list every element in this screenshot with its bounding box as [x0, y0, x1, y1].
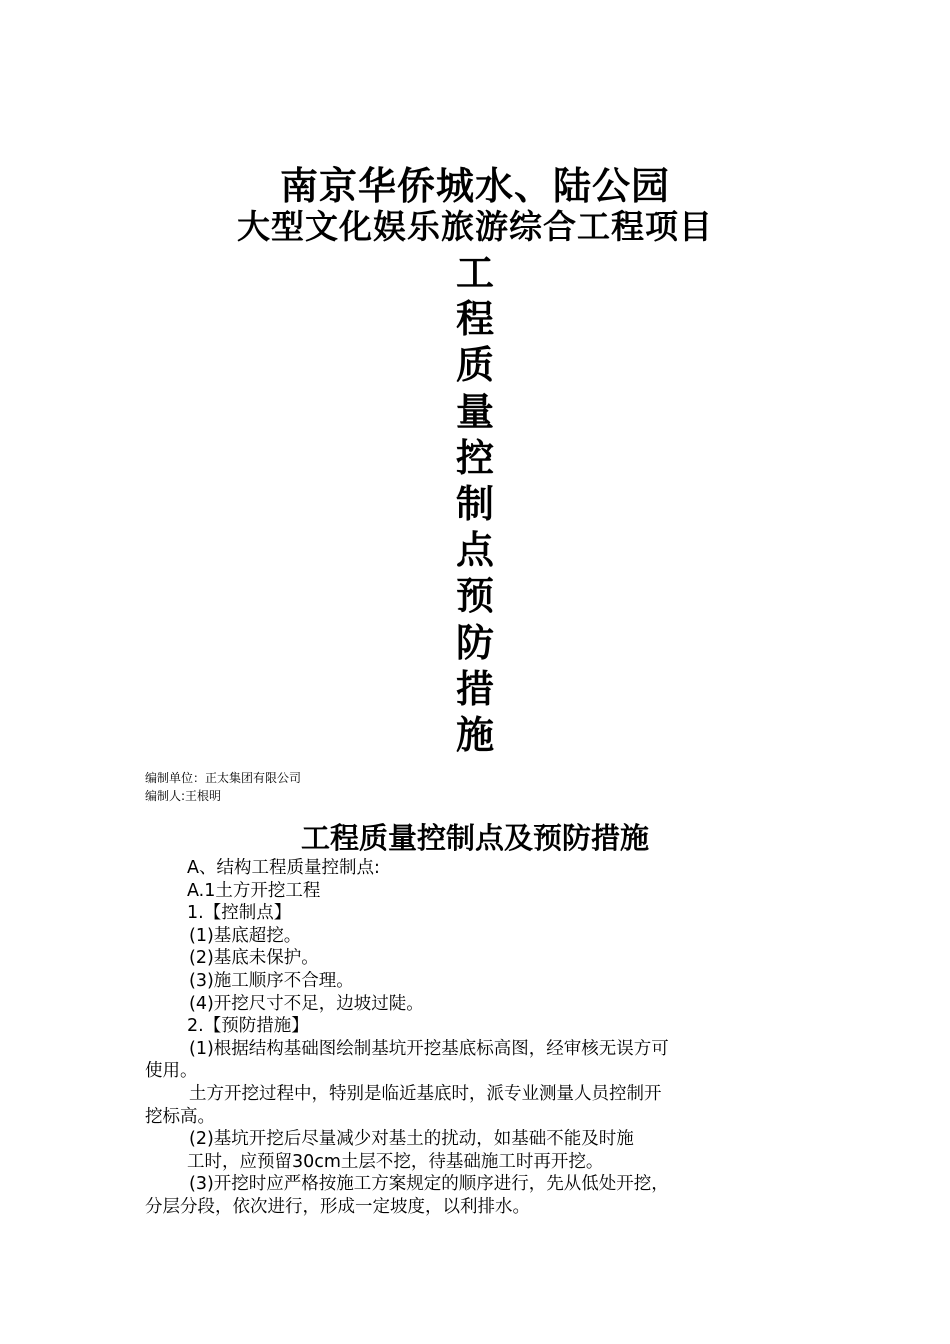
section-body [145, 857, 810, 1219]
heading-control-points: 1.【控制点】 [187, 903, 292, 924]
prevention-line: (1)根据结构基础图绘制基坑开挖基底标高图，经审核无误方可 [189, 1038, 669, 1059]
prevention-line: 挖标高。 [145, 1106, 215, 1127]
prevention-line: 工时，应预留30cm土层不挖，待基础施工时再开挖。 [187, 1151, 604, 1172]
cover-vertical-title: 工程质量控制点预防措施 [455, 250, 494, 758]
compiler-unit: 编制单位：正太集团有限公司 [145, 771, 302, 785]
control-point-item: (4)开挖尺寸不足，边坡过陡。 [189, 993, 424, 1014]
heading-prevention: 2.【预防措施】 [187, 1016, 309, 1037]
prevention-line: (3)开挖时应严格按施工方案规定的顺序进行，先从低处开挖， [189, 1174, 669, 1195]
control-point-item: (3)施工顺序不合理。 [189, 970, 354, 991]
heading-structural: A、结构工程质量控制点: [187, 858, 380, 878]
control-point-item: (1)基底超挖。 [189, 925, 302, 946]
cover-title-line2: 大型文化娱乐旅游综合工程项目 [237, 207, 713, 246]
prevention-line: 使用。 [145, 1061, 198, 1082]
section-title: 工程质量控制点及预防措施 [300, 821, 649, 855]
prevention-line: 土方开挖过程中，特别是临近基底时，派专业测量人员控制开 [189, 1083, 662, 1104]
control-point-item: (2)基底未保护。 [189, 948, 319, 969]
heading-earthwork: A.1土方开挖工程 [187, 880, 321, 901]
prevention-line: (2)基坑开挖后尽量减少对基土的扰动，如基础不能及时施 [189, 1129, 634, 1150]
cover-title-line1: 南京华侨城水、陆公园 [279, 163, 670, 208]
compiler-person: 编制人:王根明 [145, 789, 222, 803]
prevention-line: 分层分段，依次进行，形成一定坡度，以利排水。 [145, 1196, 530, 1217]
